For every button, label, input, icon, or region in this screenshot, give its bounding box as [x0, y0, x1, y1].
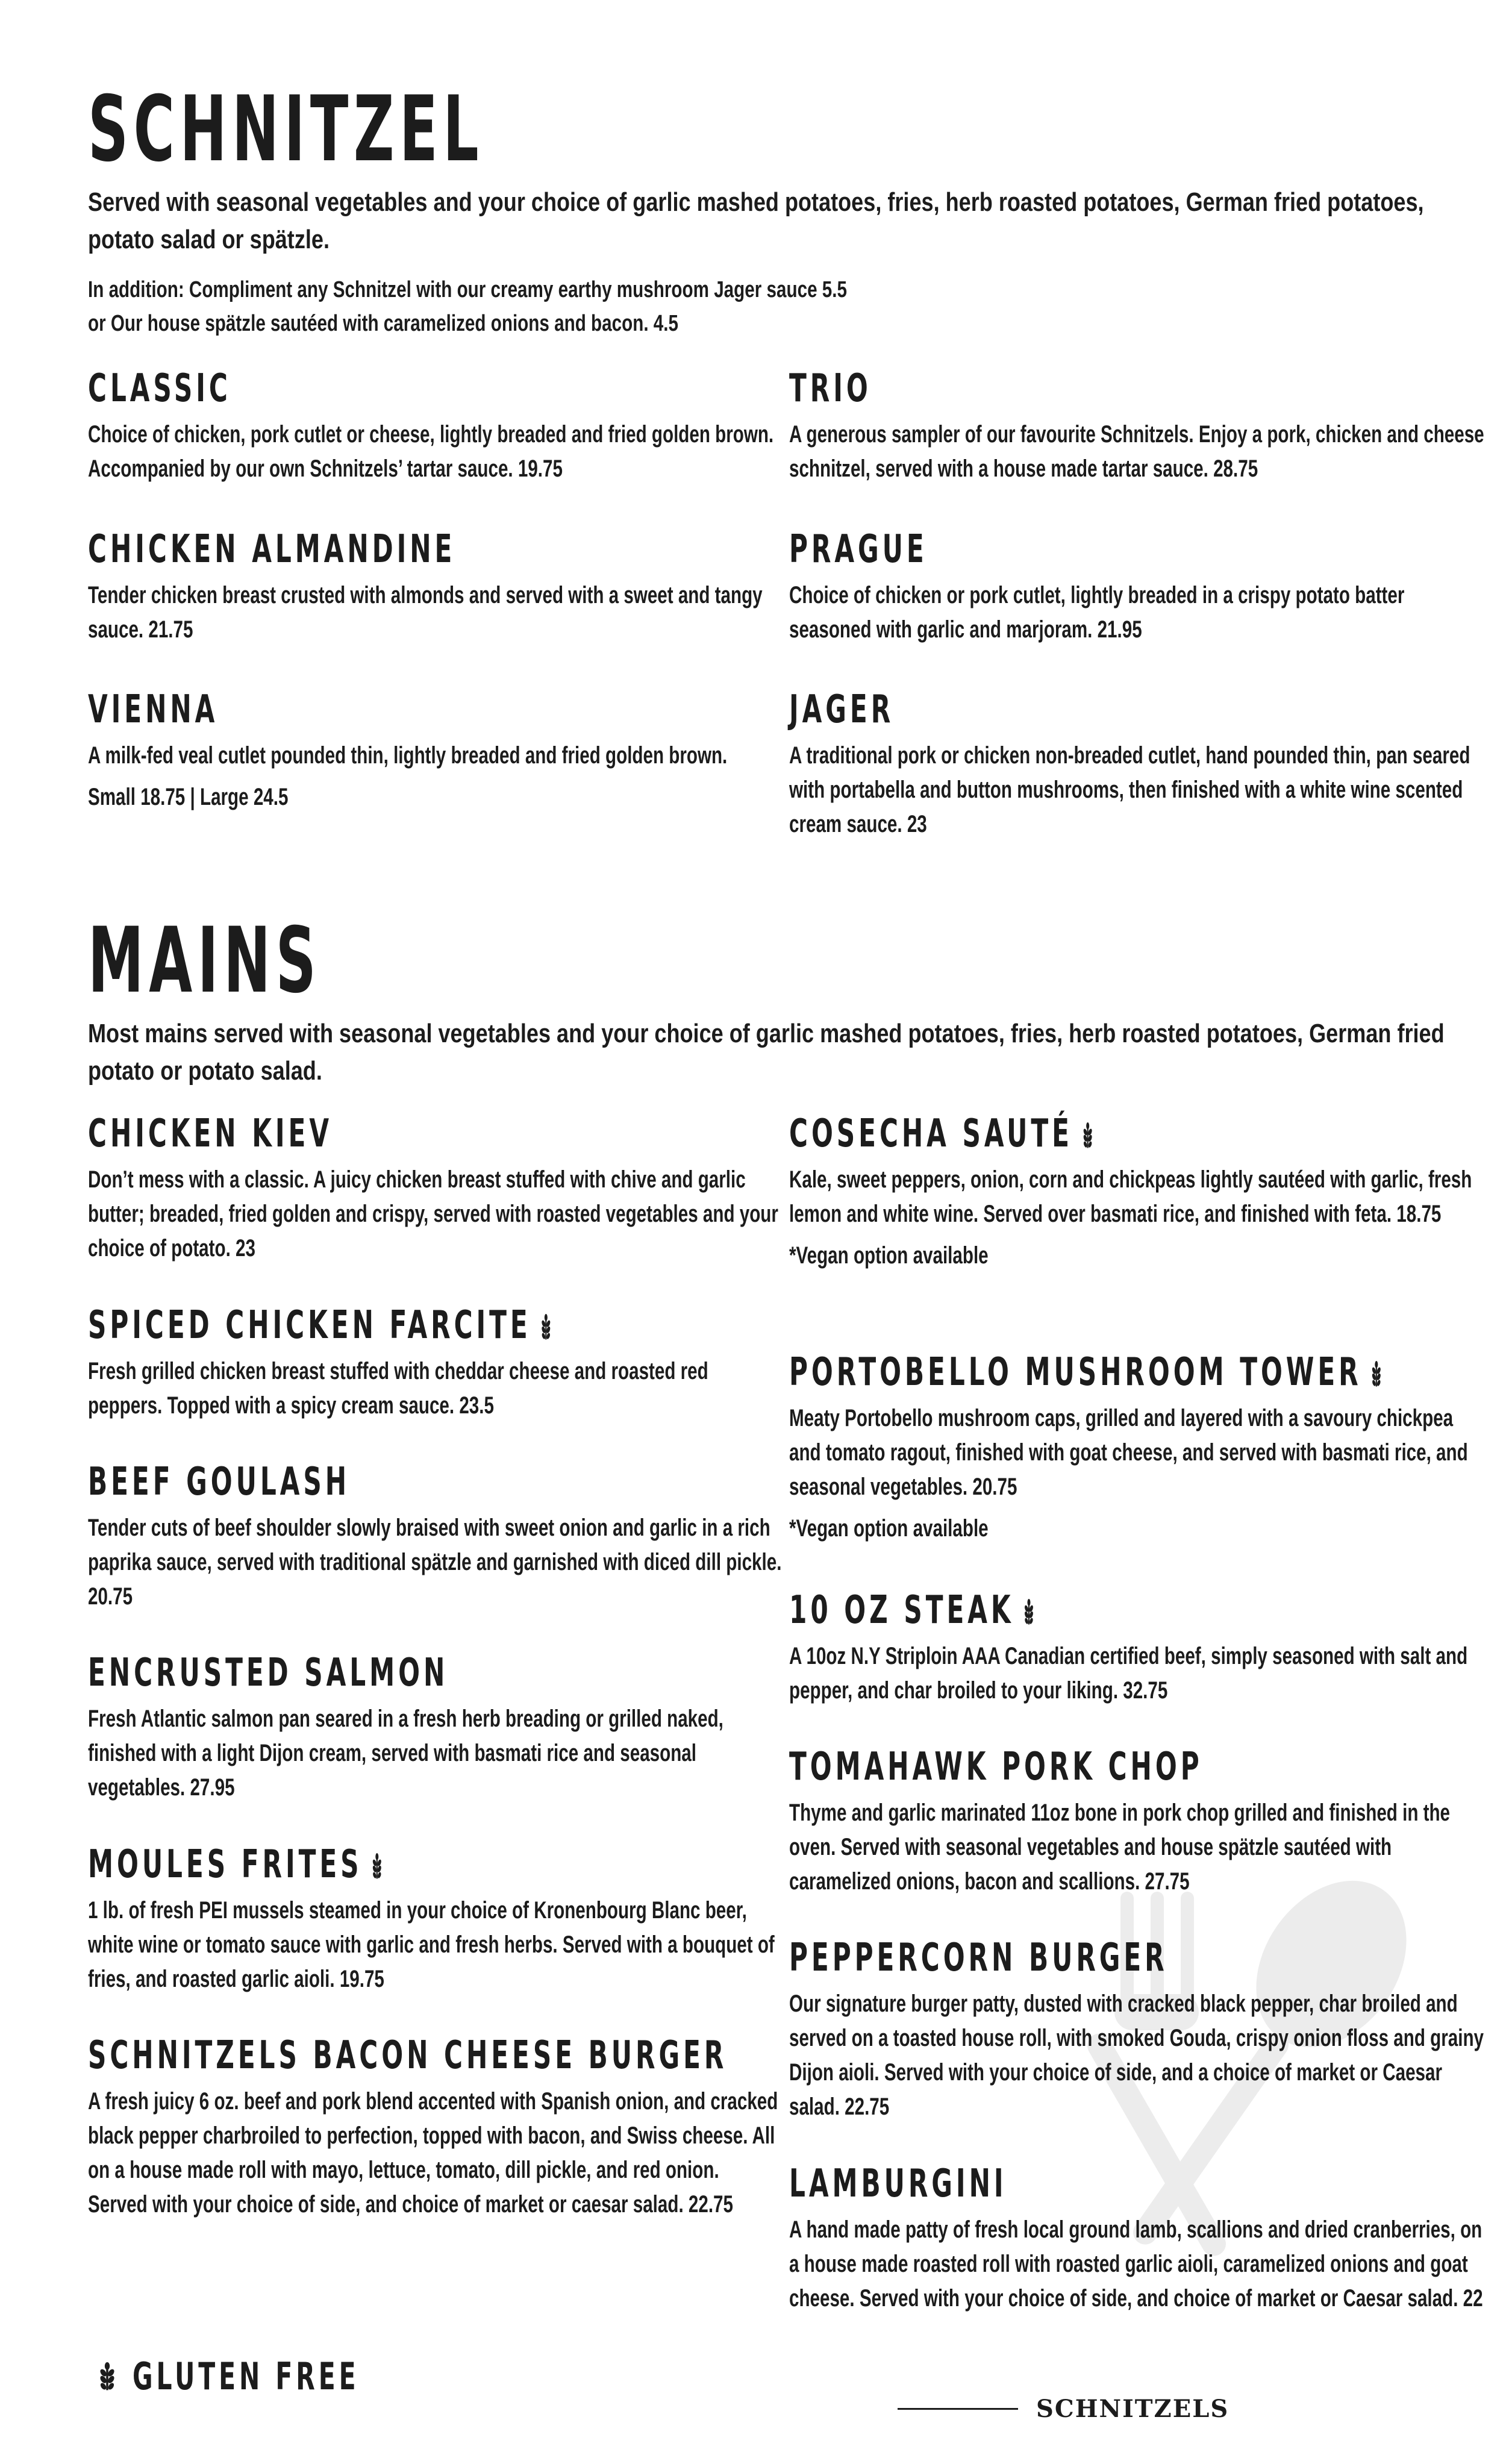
item-desc: Choice of chicken, pork cutlet or cheese, lightly breaded and fried golden brown. Accompanied by our own Schnitzels’ tartar sauce. 19.75	[88, 421, 774, 482]
menu-item-portobello-tower	[789, 1348, 1482, 1546]
item-name-text: SPICED CHICKEN FARCITE	[88, 1303, 531, 1348]
item-name: LAMBURGINI	[789, 2162, 1007, 2206]
menu-item-lamburgini	[789, 2160, 1482, 2316]
mains-intro: Most mains served with seasonal vegetables and your choice of garlic mashed potatoes, fries, herb roasted potatoes, German fried potato or potato salad.	[88, 1019, 1445, 1086]
menu-item-trio	[789, 364, 1482, 486]
menu-item-beef-goulash	[88, 1458, 781, 1614]
item-name: ENCRUSTED SALMON	[88, 1651, 449, 1695]
item-name	[88, 1840, 545, 1889]
wheat-icon	[98, 2362, 117, 2391]
item-name: CHICKEN KIEV	[88, 1112, 333, 1156]
item-name	[789, 1348, 1362, 1396]
wheat-icon	[1023, 1599, 1035, 1625]
menu-item-peppercorn-burger	[789, 1934, 1482, 2124]
item-desc: A generous sampler of our favourite Schnitzels. Enjoy a pork, chicken and cheese schnitzel, served with a house made tartar sauce. 28.75	[789, 421, 1484, 482]
schnitzel-intro: Served with seasonal vegetables and your choice of garlic mashed potatoes, fries, herb roasted potatoes, German fried potatoes, potato salad or spätzle.	[88, 187, 1424, 254]
item-name: JAGER	[789, 687, 895, 732]
item-desc: A traditional pork or chicken non-breaded cutlet, hand pounded thin, pan seared with portabella and button mushrooms, then finished with a white wine scented cream sauce. 23	[789, 742, 1470, 837]
item-price-sizes: Small 18.75 | Large 24.5	[88, 784, 289, 810]
item-desc: Don’t mess with a classic. A juicy chicken breast stuffed with chive and garlic butter; breaded, fried golden and crispy, served with roasted vegetables and your choice of potato. 23	[88, 1166, 778, 1262]
gluten-free-legend	[98, 2354, 476, 2398]
schnitzel-addition-spatzle: or Our house spätzle sautéed with caramelized onions and bacon. 4.5	[88, 311, 679, 336]
item-name: TRIO	[789, 366, 872, 411]
item-desc: Kale, sweet peppers, onion, corn and chickpeas lightly sautéed with garlic, fresh lemon and white wine. Served over basmati rice, and finished with feta. 18.75	[789, 1166, 1472, 1227]
wheat-icon	[1370, 1361, 1383, 1387]
item-desc: Fresh grilled chicken breast stuffed with cheddar cheese and roasted red peppers. Topped with a spicy cream sauce. 23.5	[88, 1358, 708, 1419]
item-name	[789, 1110, 1246, 1158]
item-desc: Thyme and garlic marinated 11oz bone in pork chop grilled and finished in the oven. Served with seasonal vegetables and house spätzle sautéed with caramelized onions, bacon and scallions. 27.75	[789, 1800, 1451, 1895]
schnitzel-addition-sauce: In addition: Compliment any Schnitzel with our creamy earthy mushroom Jager sauce 5.5	[88, 277, 848, 302]
legend-label: GLUTEN FREE	[133, 2354, 360, 2398]
menu-item-jager	[789, 686, 1482, 842]
item-name-text: PORTOBELLO MUSHROOM TOWER	[789, 1350, 1362, 1395]
item-desc: Our signature burger patty, dusted with cracked black pepper, char broiled and served on a toasted house roll, with smoked Gouda, crispy onion floss and grainy Dijon aioli. Served with your choice of side, and a choice of market or Caesar salad. 22.75	[789, 1990, 1484, 2120]
item-desc: A hand made patty of fresh local ground lamb, scallions and dried cranberries, on a house made roasted roll with roasted garlic aioli, caramelized onions and goat cheese. Served with your choice of side, and choice of market or Caesar salad. 22	[789, 2216, 1483, 2312]
wheat-icon	[1081, 1122, 1093, 1149]
wheat-icon	[540, 1314, 552, 1340]
menu-item-encrusted-salmon	[88, 1649, 781, 1805]
item-desc: Meaty Portobello mushroom caps, grilled and layered with a savoury chickpea and tomato ragout, finished with goat cheese, and served with basmati rice, and seasonal vegetables. 20.75	[789, 1405, 1468, 1500]
item-name: PRAGUE	[789, 527, 928, 572]
footer-rule	[898, 2408, 1018, 2410]
item-name: BEEF GOULASH	[88, 1460, 351, 1504]
item-desc: A 10oz N.Y Striploin AAA Canadian certified beef, simply seasoned with salt and pepper, and char broiled to your liking. 32.75	[789, 1643, 1468, 1704]
item-name: PEPPERCORN BURGER	[789, 1936, 1168, 1980]
item-name	[88, 1301, 545, 1349]
item-desc: Tender cuts of beef shoulder slowly braised with sweet onion and garlic in a rich paprika sauce, served with traditional spätzle and garnished with diced dill pickle. 20.75	[88, 1515, 782, 1610]
item-desc: Tender chicken breast crusted with almonds and served with a sweet and tangy sauce. 21.75	[88, 582, 763, 643]
menu-item-cosecha-saute	[789, 1110, 1482, 1273]
mains-title: MAINS	[88, 908, 322, 1013]
item-desc: Choice of chicken or pork cutlet, lightly breaded in a crispy potato batter seasoned with garlic and marjoram. 21.95	[789, 582, 1405, 643]
schnitzel-title: SCHNITZEL	[88, 77, 484, 182]
menu-item-prague	[789, 525, 1482, 647]
item-name-text: COSECHA SAUTÉ	[789, 1112, 1073, 1156]
item-name: VIENNA	[88, 687, 219, 732]
menu-item-tomahawk-pork-chop	[789, 1743, 1482, 1899]
item-name: TOMAHAWK PORK CHOP	[789, 1745, 1203, 1789]
menu-item-bacon-cheese-burger	[88, 2031, 781, 2222]
menu-item-chicken-kiev	[88, 1110, 781, 1266]
menu-item-moules-frites	[88, 1840, 781, 1997]
menu-item-10oz-steak	[789, 1586, 1482, 1708]
menu-item-classic	[88, 364, 781, 486]
item-desc: 1 lb. of fresh PEI mussels steamed in your choice of Kronenbourg Blanc beer, white wine or tomato sauce with garlic and fresh herbs. Served with a bouquet of fries, and roasted garlic aioli. 19.75	[88, 1897, 775, 1992]
menu-item-chicken-almandine	[88, 525, 781, 647]
menu-item-vienna	[88, 686, 781, 815]
item-desc: A milk-fed veal cutlet pounded thin, lightly breaded and fried golden brown.	[88, 742, 728, 769]
vegan-note: *Vegan option available	[789, 1242, 989, 1269]
item-desc: Fresh Atlantic salmon pan seared in a fresh herb breading or grilled naked, finished with a light Dijon cream, served with basmati rice and seasonal vegetables. 27.95	[88, 1706, 723, 1801]
item-name-text: MOULES FRITES	[88, 1842, 363, 1887]
item-desc: A fresh juicy 6 oz. beef and pork blend accented with Spanish onion, and cracked black pepper charbroiled to perfection, topped with bacon, and Swiss cheese. All on a house made roll with mayo, lettuce, tomato, dill pickle, and red onion. Served with your choice of side, and choice of market or caesar salad. 22.75	[88, 2088, 778, 2218]
brand-name: SCHNITZELS	[1036, 2395, 1229, 2423]
item-name: CHICKEN ALMANDINE	[88, 527, 456, 572]
footer-brand-block	[898, 2395, 1229, 2423]
item-name: SCHNITZELS BACON CHEESE BURGER	[88, 2033, 728, 2078]
menu-item-spiced-chicken-farcite	[88, 1301, 781, 1423]
item-name: CLASSIC	[88, 366, 231, 411]
vegan-note: *Vegan option available	[789, 1515, 989, 1542]
wheat-icon	[371, 1853, 383, 1880]
item-name-text: 10 OZ STEAK	[789, 1588, 1014, 1633]
item-name	[789, 1586, 1246, 1634]
